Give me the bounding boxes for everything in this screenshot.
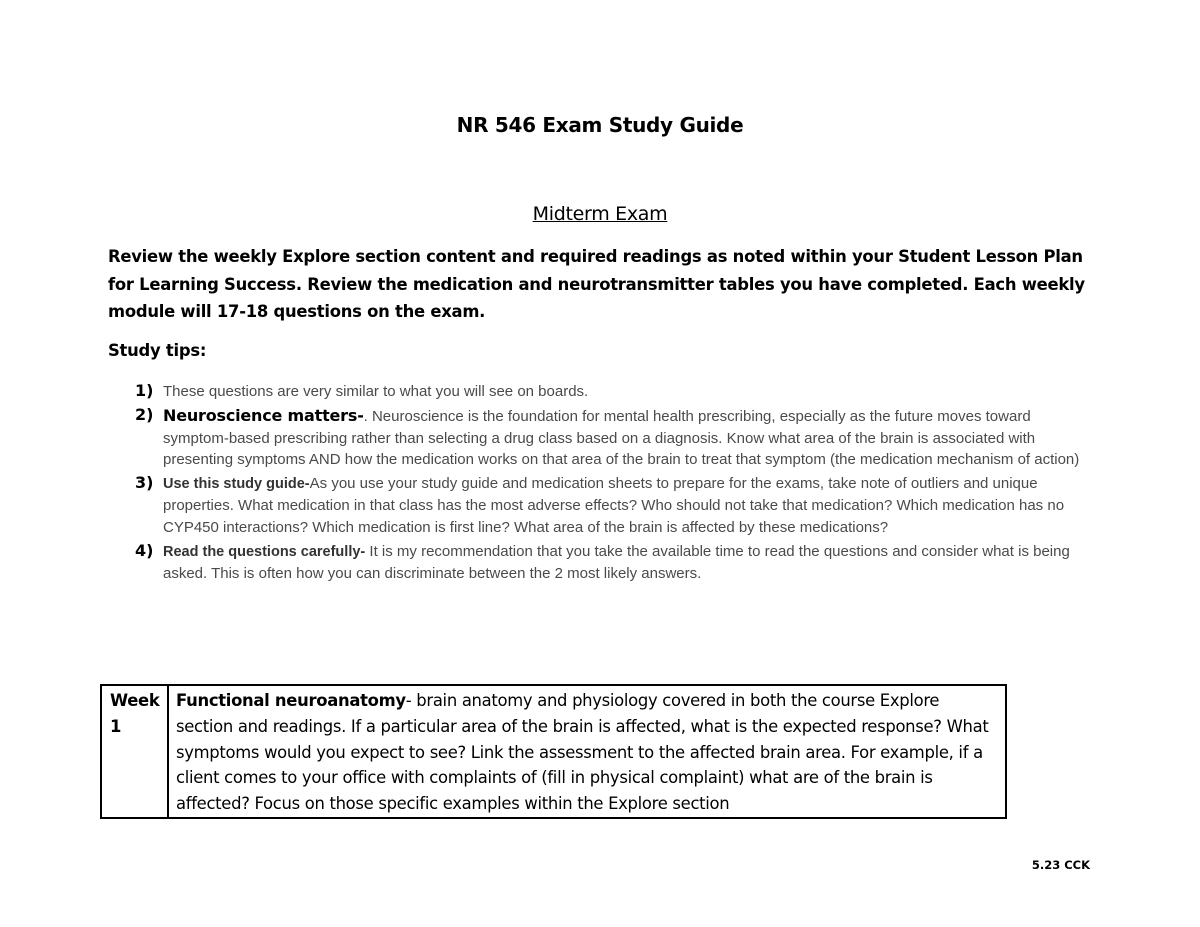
tip-lead: Neuroscience matters- <box>163 406 364 426</box>
tip-lead: Read the questions carefully- <box>163 544 366 561</box>
tip-number: 4) <box>135 541 154 561</box>
week-description <box>168 685 1006 818</box>
tip-lead: Use this study guide- <box>163 476 310 493</box>
tip-text: . Neuroscience is the foundation for mental health prescribing, especially as the future moves toward symptom-based prescribing rather than selecting a drug class based on a diagnosis. Know what area of the brain is associated with presenting symptoms AND how the medication works on that area of the brain to treat that symptom (the medication mechanism of action) <box>163 408 1080 468</box>
study-tips-heading: Study tips: <box>108 341 207 360</box>
week-label: Week 1 <box>101 685 168 818</box>
tip-text: These questions are very similar to what you will see on boards. <box>163 383 589 400</box>
week-topic-detail: - brain anatomy and physiology covered in both the course Explore section and readings. If a particular area of the brain is affected, what is the expected response? What symptoms would you expect to see? Link the assessment to the affected brain area. For example, if a client comes to your office with complaints of (fill in physical complaint) what are of the brain is affected? Focus on those specific examples within the Explore section <box>176 691 989 814</box>
tip-text: It is my recommendation that you take the available time to read the questions and consider what is being asked. This is often how you can discriminate between the 2 most likely answers. <box>163 543 1070 583</box>
weekly-topics-table <box>100 684 1007 819</box>
study-tips-list <box>108 381 1088 588</box>
tip-item <box>108 381 1088 402</box>
table-row <box>101 685 1006 818</box>
week-topic: Functional neuroanatomy <box>176 691 406 710</box>
tip-item <box>108 473 1088 538</box>
section-subtitle: Midterm Exam <box>532 203 668 225</box>
page-title: NR 546 Exam Study Guide <box>456 113 744 137</box>
tip-number: 3) <box>135 473 154 493</box>
tip-item <box>108 541 1088 585</box>
tip-text: As you use your study guide and medication sheets to prepare for the exams, take note of outliers and unique properties. What medication in that class has the most adverse effects? Who should not take that medication? Which medication has no CYP450 interactions? Which medication is first line? What area of the brain is affected by these medications? <box>163 475 1065 536</box>
intro-paragraph: Review the weekly Explore section content and required readings as noted within your Student Lesson Plan for Learning Success. Review the medication and neurotransmitter tables you have completed. Each weekly module will 17-18 questions on the exam. <box>108 247 1085 321</box>
footer-code: 5.23 CCK <box>1031 858 1090 872</box>
tip-number: 2) <box>135 405 154 425</box>
tip-number: 1) <box>135 381 154 400</box>
tip-item <box>108 405 1088 470</box>
